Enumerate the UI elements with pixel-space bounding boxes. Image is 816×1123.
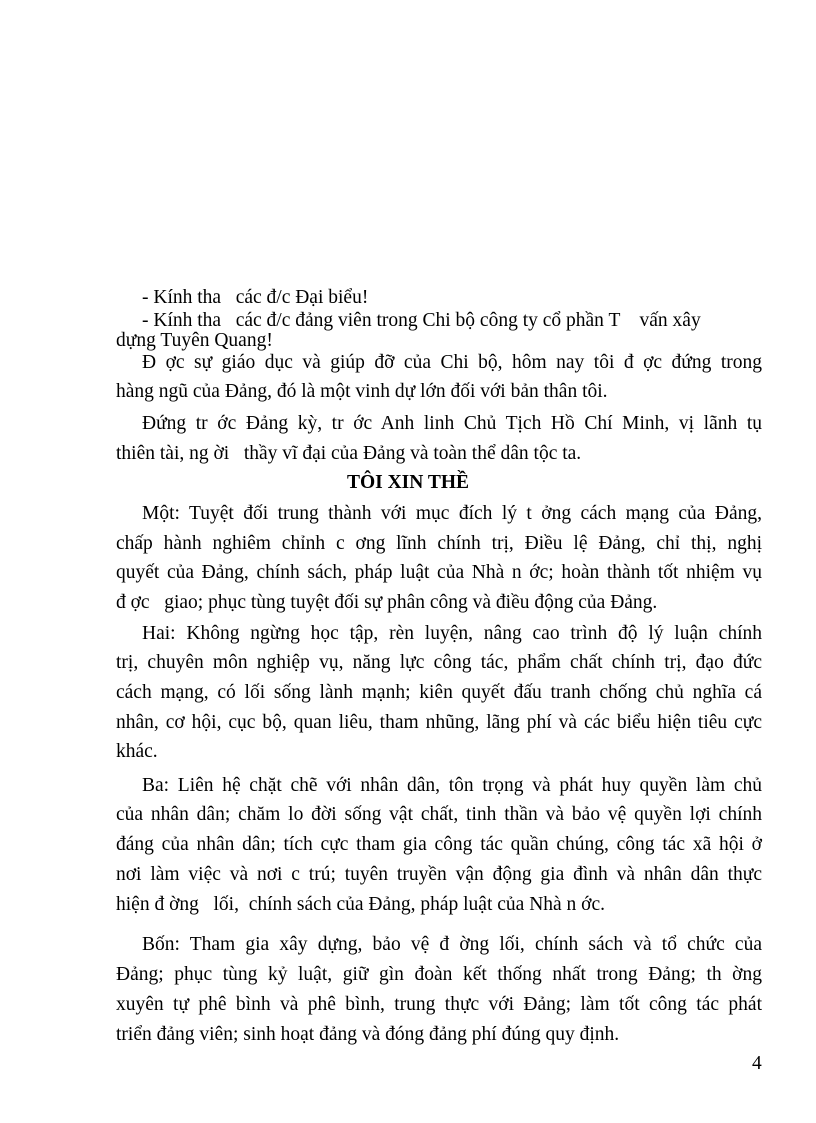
oath-heading: TÔI XIN THỀ — [346, 472, 470, 493]
oath-one-line: Một: Tuyệt đối trung thành với mục đích lý t ởng cách mạng của Đảng, — [142, 503, 762, 524]
page-number: 4 — [752, 1053, 762, 1074]
greeting-line: - Kính tha các đ/c đảng viên trong Chi bộ công ty cổ phần T vấn xây — [142, 310, 701, 331]
oath-two-line: khác. — [116, 741, 158, 762]
oath-two-line: cách mạng, có lối sống lành mạnh; kiên quyết đấu tranh chống chủ nghĩa cá — [116, 682, 762, 703]
oath-three-line: Ba: Liên hệ chặt chẽ với nhân dân, tôn trọng và phát huy quyền làm chủ — [142, 775, 762, 796]
oath-four-line: Đảng; phục tùng kỷ luật, giữ gìn đoàn kết thống nhất trong Đảng; th ờng — [116, 964, 762, 985]
oath-four-line: xuyên tự phê bình và phê bình, trung thực với Đảng; làm tốt công tác phát — [116, 994, 762, 1015]
oath-one-line: quyết của Đảng, chính sách, pháp luật của Nhà n ớc; hoàn thành tốt nhiệm vụ — [116, 562, 762, 583]
oath-one-line: chấp hành nghiêm chỉnh c ơng lĩnh chính trị, Điều lệ Đảng, chỉ thị, nghị — [116, 533, 762, 554]
oath-three-line: của nhân dân; chăm lo đời sống vật chất, tinh thần và bảo vệ quyền lợi chính — [116, 804, 762, 825]
oath-three-line: đáng của nhân dân; tích cực tham gia công tác quần chúng, công tác xã hội ở — [116, 834, 762, 855]
oath-three-line: hiện đ ờng lối, chính sách của Đảng, pháp luật của Nhà n ớc. — [116, 894, 606, 915]
greeting-line: dựng Tuyên Quang! — [116, 330, 273, 351]
standing-line: thiên tài, ng ời thầy vĩ đại của Đảng và toàn thể dân tộc ta. — [116, 443, 582, 464]
oath-one-line: đ ợc giao; phục tùng tuyệt đối sự phân công và điều động của Đảng. — [116, 592, 658, 613]
oath-two-line: nhân, cơ hội, cục bộ, quan liêu, tham nhũng, lãng phí và các biểu hiện tiêu cực — [116, 712, 762, 733]
standing-line: Đứng tr ớc Đảng kỳ, tr ớc Anh linh Chủ Tịch Hồ Chí Minh, vị lãnh tụ — [142, 413, 762, 434]
oath-three-line: nơi làm việc và nơi c trú; tuyên truyền vận động gia đình và nhân dân thực — [116, 864, 762, 885]
oath-two-line: Hai: Không ngừng học tập, rèn luyện, nâng cao trình độ lý luận chính — [142, 623, 762, 644]
oath-four-line: Bốn: Tham gia xây dựng, bảo vệ đ ờng lối, chính sách và tổ chức của — [142, 934, 762, 955]
oath-two-line: trị, chuyên môn nghiệp vụ, năng lực công tác, phẩm chất chính trị, đạo đức — [116, 652, 762, 673]
greeting-line: - Kính tha các đ/c Đại biểu! — [142, 287, 369, 308]
oath-four-line: triển đảng viên; sinh hoạt đảng và đóng đảng phí đúng quy định. — [116, 1024, 620, 1045]
intro-line: hàng ngũ của Đảng, đó là một vinh dự lớn đối với bản thân tôi. — [116, 381, 608, 402]
intro-line: Đ ợc sự giáo dục và giúp đỡ của Chi bộ, hôm nay tôi đ ợc đứng trong — [142, 352, 762, 373]
